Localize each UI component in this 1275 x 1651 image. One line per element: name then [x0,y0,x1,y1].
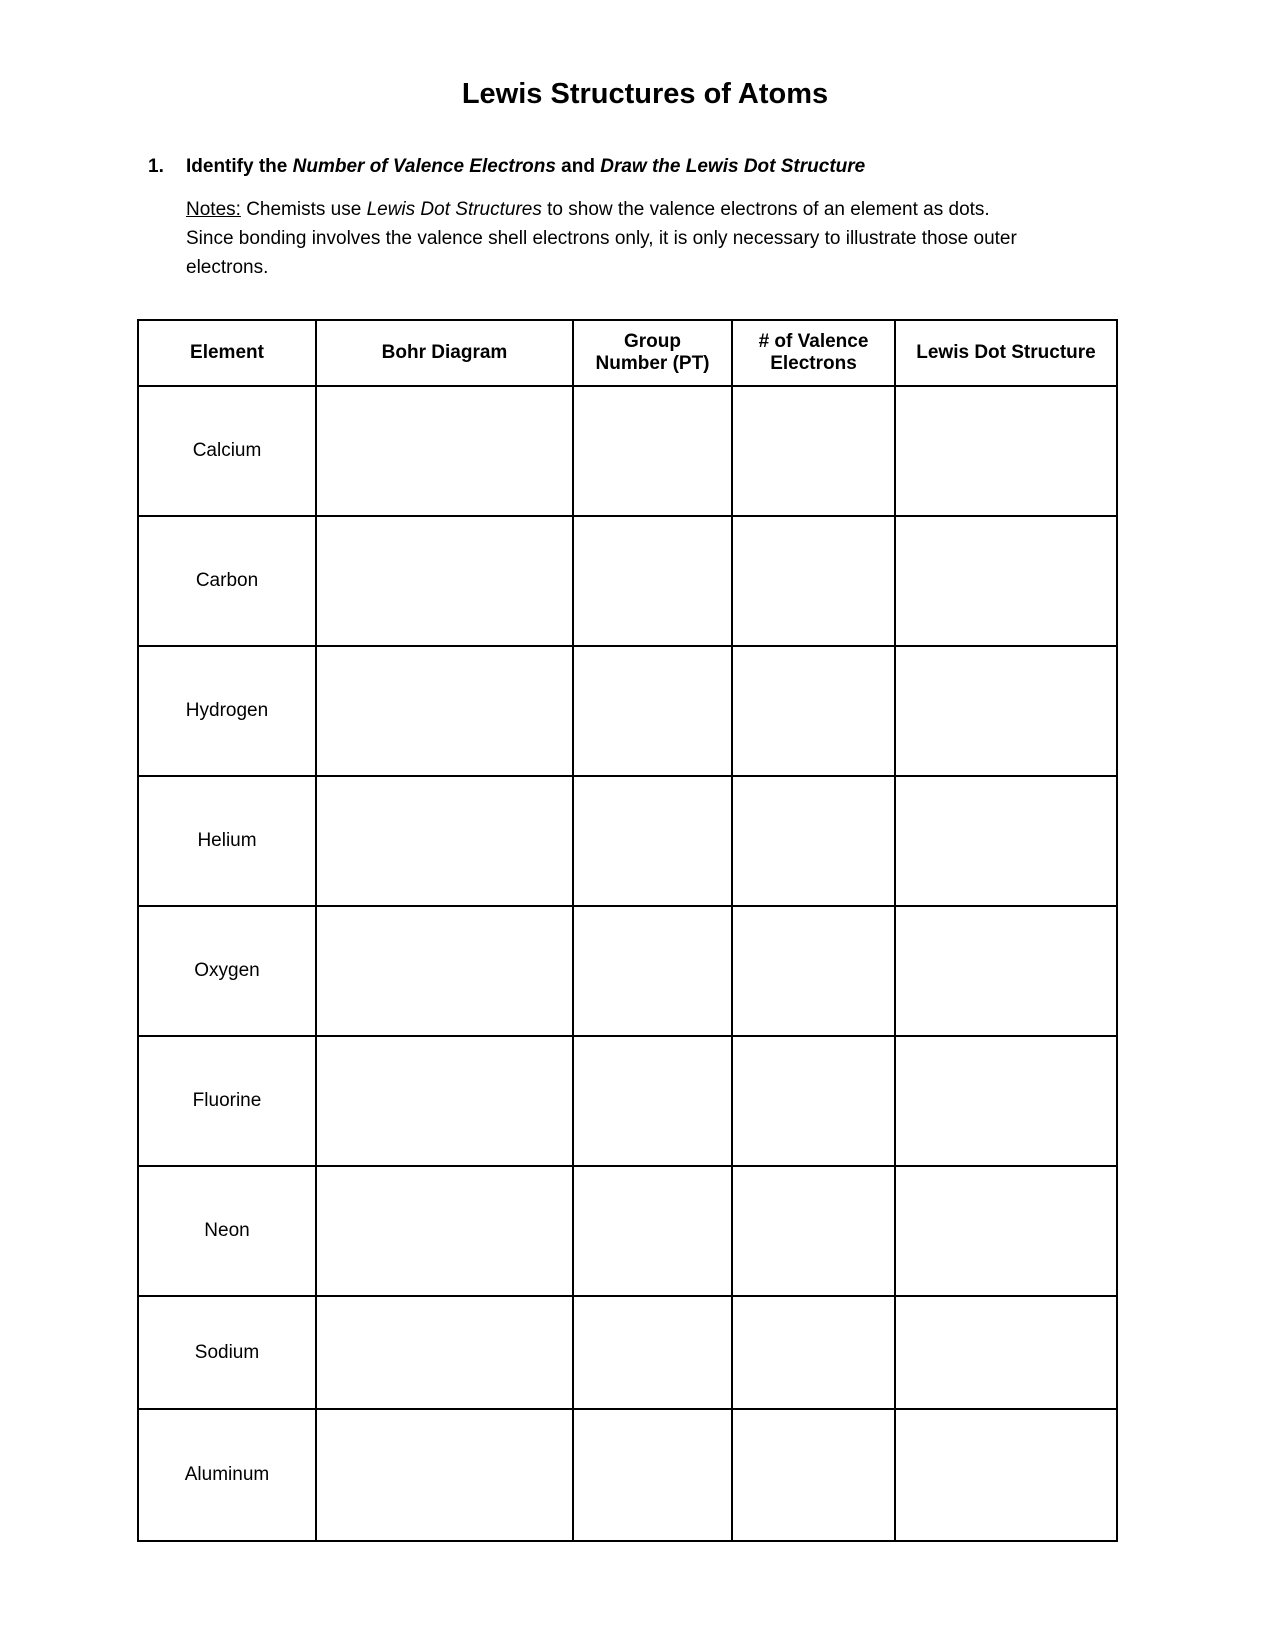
lewis-structure-table [137,319,1118,1542]
bohr-diagram-cell[interactable] [316,1036,573,1166]
header-line: Element [190,342,264,363]
valence-electrons-cell[interactable] [732,1409,895,1541]
element-label: Carbon [138,516,316,646]
lewis-dot-structure-cell[interactable] [895,1036,1117,1166]
column-header-lewis-dot-structure [895,320,1117,386]
notes-segment: Chemists use [240,199,367,220]
bohr-diagram-cell[interactable] [316,1296,573,1409]
element-label: Aluminum [138,1409,316,1541]
notes-line-1 [186,195,1126,224]
valence-electrons-cell[interactable] [732,386,895,516]
group-number-cell[interactable] [573,1036,732,1166]
bohr-diagram-cell[interactable] [316,1166,573,1296]
page-title: Lewis Structures of Atoms [461,78,829,110]
group-number-cell[interactable] [573,386,732,516]
notes-line-3: electrons. [186,257,269,278]
instruction-line [148,154,1138,180]
instruction-italic-phrase: Number of Valence Electrons [292,156,556,177]
instruction-segment: Identify the [186,156,293,177]
table-row-calcium [138,386,1117,516]
group-number-cell[interactable] [573,646,732,776]
notes-line-2: Since bonding involves the valence shell electrons only, it is only necessary to illustrate those outer [186,228,1017,249]
column-header-bohr-diagram [316,320,573,386]
notes-paragraph [186,195,1126,282]
column-header-element [138,320,316,386]
table-row-carbon [138,516,1117,646]
lewis-dot-structure-cell[interactable] [895,1296,1117,1409]
instruction-text [186,156,865,177]
table-row-hydrogen [138,646,1117,776]
element-label: Hydrogen [138,646,316,776]
valence-electrons-cell[interactable] [732,1166,895,1296]
lewis-dot-structure-cell[interactable] [895,1409,1117,1541]
element-label: Neon [138,1166,316,1296]
lewis-dot-structure-cell[interactable] [895,386,1117,516]
table-row-aluminum [138,1409,1117,1541]
group-number-cell[interactable] [573,1409,732,1541]
header-line: Bohr Diagram [381,342,508,363]
group-number-cell[interactable] [573,1296,732,1409]
table-row-neon [138,1166,1117,1296]
bohr-diagram-cell[interactable] [316,1409,573,1541]
valence-electrons-cell[interactable] [732,776,895,906]
bohr-diagram-cell[interactable] [316,906,573,1036]
column-header-valence-electrons [732,320,895,386]
header-line: Group [624,331,681,352]
lewis-dot-structure-cell[interactable] [895,516,1117,646]
element-label: Calcium [138,386,316,516]
header-line: Lewis Dot Structure [916,342,1096,363]
header-line: # of Valence [758,331,869,352]
column-header-group-number [573,320,732,386]
instruction-italic-phrase: Draw the Lewis Dot Structure [600,156,866,177]
group-number-cell[interactable] [573,906,732,1036]
lewis-dot-structure-cell[interactable] [895,776,1117,906]
header-line: Electrons [770,353,857,374]
element-label: Fluorine [138,1036,316,1166]
group-number-cell[interactable] [573,776,732,906]
table-row-fluorine [138,1036,1117,1166]
table-row-sodium [138,1296,1117,1409]
notes-segment: to show the valence electrons of an element as dots. [541,199,990,220]
group-number-cell[interactable] [573,1166,732,1296]
element-label: Helium [138,776,316,906]
valence-electrons-cell[interactable] [732,906,895,1036]
table-row-oxygen [138,906,1117,1036]
valence-electrons-cell[interactable] [732,1036,895,1166]
valence-electrons-cell[interactable] [732,516,895,646]
bohr-diagram-cell[interactable] [316,386,573,516]
notes-label: Notes: [186,199,241,220]
valence-electrons-cell[interactable] [732,1296,895,1409]
bohr-diagram-cell[interactable] [316,646,573,776]
valence-electrons-cell[interactable] [732,646,895,776]
group-number-cell[interactable] [573,516,732,646]
element-label: Sodium [138,1296,316,1409]
bohr-diagram-cell[interactable] [316,516,573,646]
lewis-dot-structure-cell[interactable] [895,646,1117,776]
lewis-dot-structure-cell[interactable] [895,1166,1117,1296]
header-line: Number (PT) [595,353,710,374]
table-row-helium [138,776,1117,906]
notes-italic-phrase: Lewis Dot Structures [366,199,542,220]
element-label: Oxygen [138,906,316,1036]
instruction-segment: and [555,156,601,177]
list-number: 1. [148,156,164,177]
bohr-diagram-cell[interactable] [316,776,573,906]
table-header-row [138,320,1117,386]
lewis-dot-structure-cell[interactable] [895,906,1117,1036]
